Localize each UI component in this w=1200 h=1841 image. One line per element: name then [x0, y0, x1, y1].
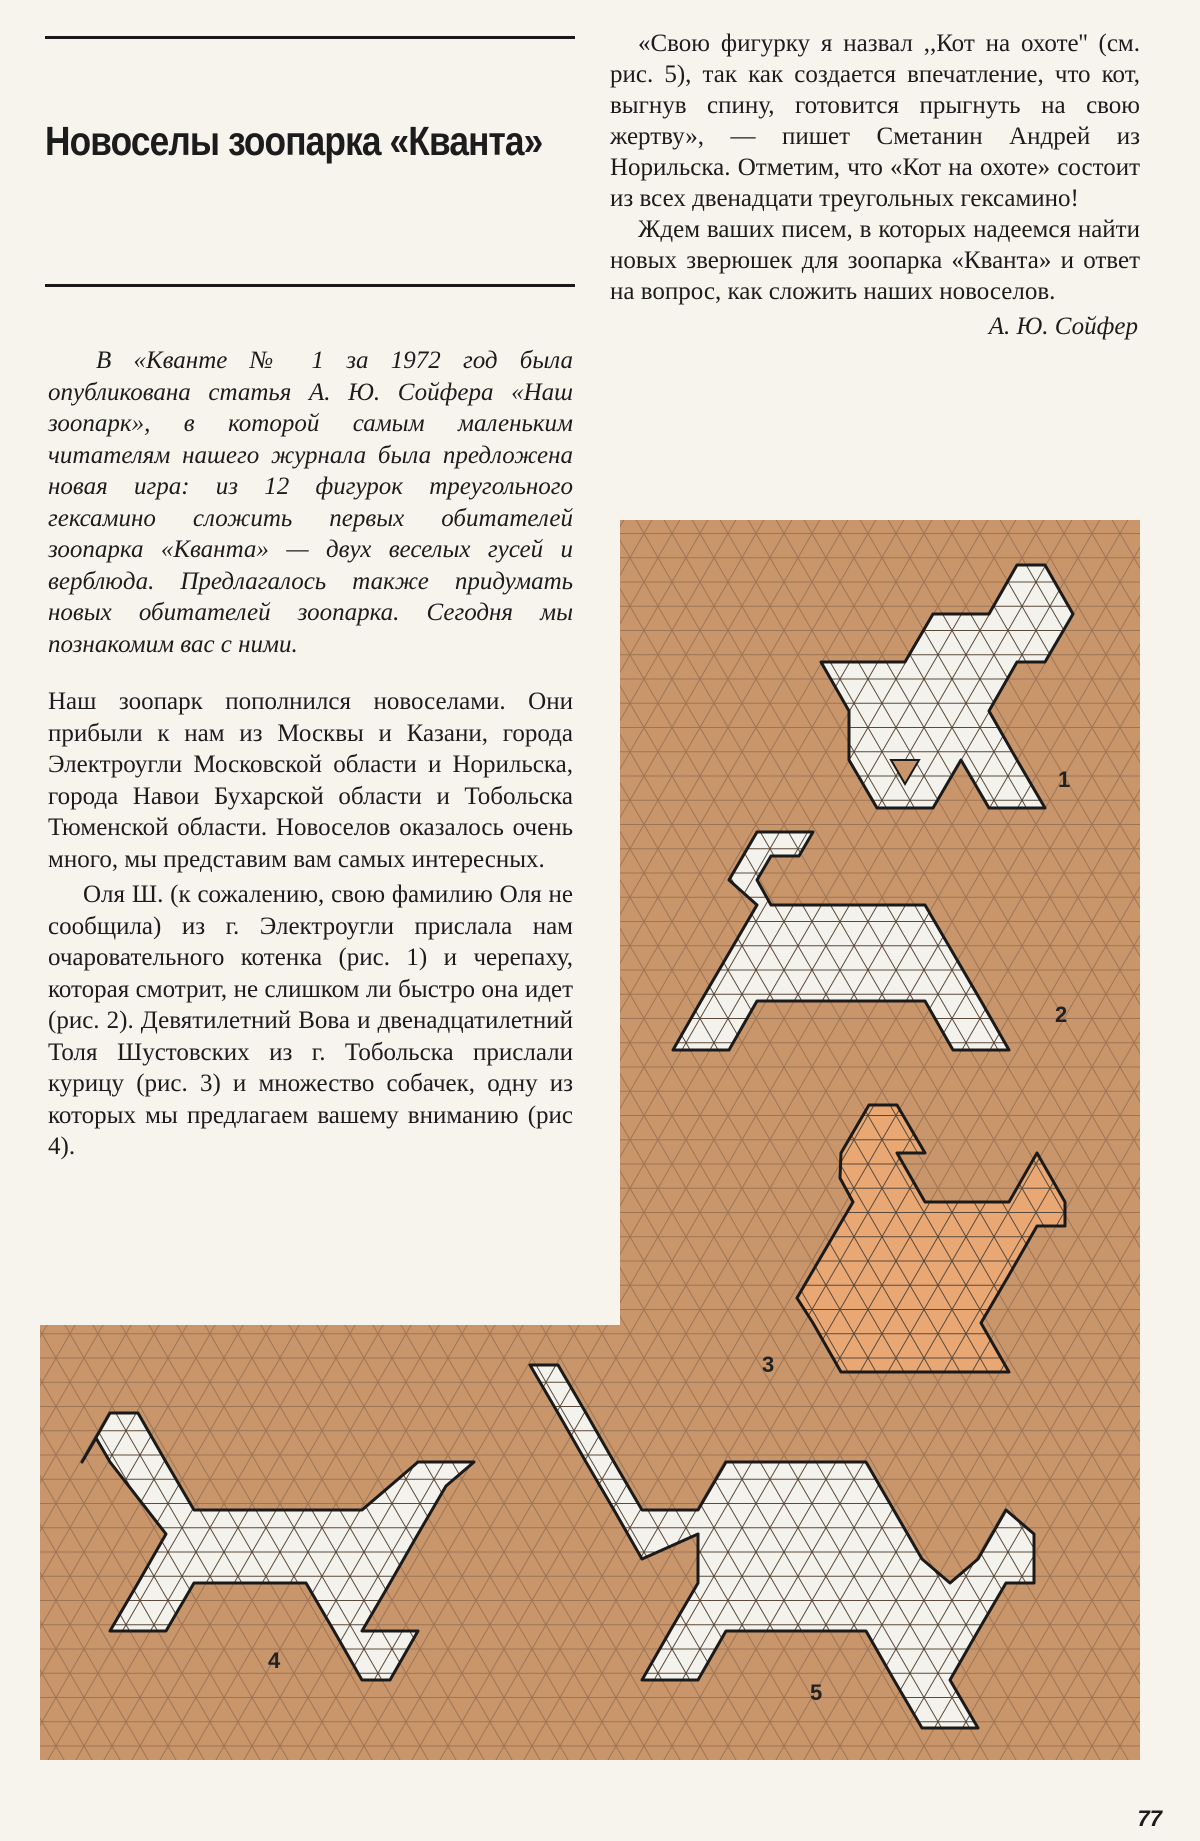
figure-5-label: 5: [810, 1680, 823, 1705]
article-title: Новоселы зоопарка «Кванта»: [45, 118, 543, 164]
figure-3-label: 3: [762, 1352, 775, 1377]
figure-4-label: 4: [268, 1648, 281, 1673]
figure-2-label: 2: [1055, 1002, 1068, 1027]
body-paragraph-1: Наш зоопарк пополнился новоселами. Они прибыли к нам из Москвы и Казани, города Электроугли Московской области и Норильска, города Навои Бухарской области и Тобольска Тюменской области. Новоселов оказалось очень много, мы представим вам самых интересных.: [48, 688, 573, 873]
lead-paragraph: В «Кванте № 1 за 1972 год была опубликована статья А. Ю. Сойфера «Наш зоопарк», в которой самым маленьким читателям нашего журнала была предложена новая игра: из 12 фигурок треугольного гексамино сложить первых обитателей зоопарка «Кванта» — двух веселых гусей и верблюда. Предлагалось также придумать новых обитателей зоопарка. Сегодня мы познакомим вас с ними.: [48, 347, 573, 658]
figure-1-label: 1: [1058, 767, 1071, 792]
body-paragraph-2: Оля Ш. (к сожалению, свою фамилию Оля не сообщила) из г. Электроугли прислала нам очаровательного котенка (рис. 1) и черепаху, которая смотрит, не слишком ли быстро она идет (рис. 2). Девятилетний Вова и двенадцатилетний Толя Шустовских из г. Тобольска прислали курицу (рис. 3) и множество собачек, одну из которых мы предлагаем вашему вниманию (рис 4).: [48, 881, 573, 1160]
author-signature: А. Ю. Сойфер: [988, 313, 1138, 340]
right-paragraph-2: Ждем ваших писем, в которых надеемся найти новых зверюшек для зоопарка «Кванта» и ответ на вопрос, как сложить наших новоселов.: [610, 216, 1140, 305]
right-paragraph-1: «Свою фигурку я назвал ,,Кот на охоте'' (см. рис. 5), так как создается впечатление, что кот, выгнув спину, готовится прыгнуть на свою жертву», — пишет Сметанин Андрей из Норильска. Отметим, что «Кот на охоте» состоит из всех двенадцати треугольных гексамино!: [610, 30, 1140, 212]
page-number: 77: [1137, 1806, 1162, 1831]
